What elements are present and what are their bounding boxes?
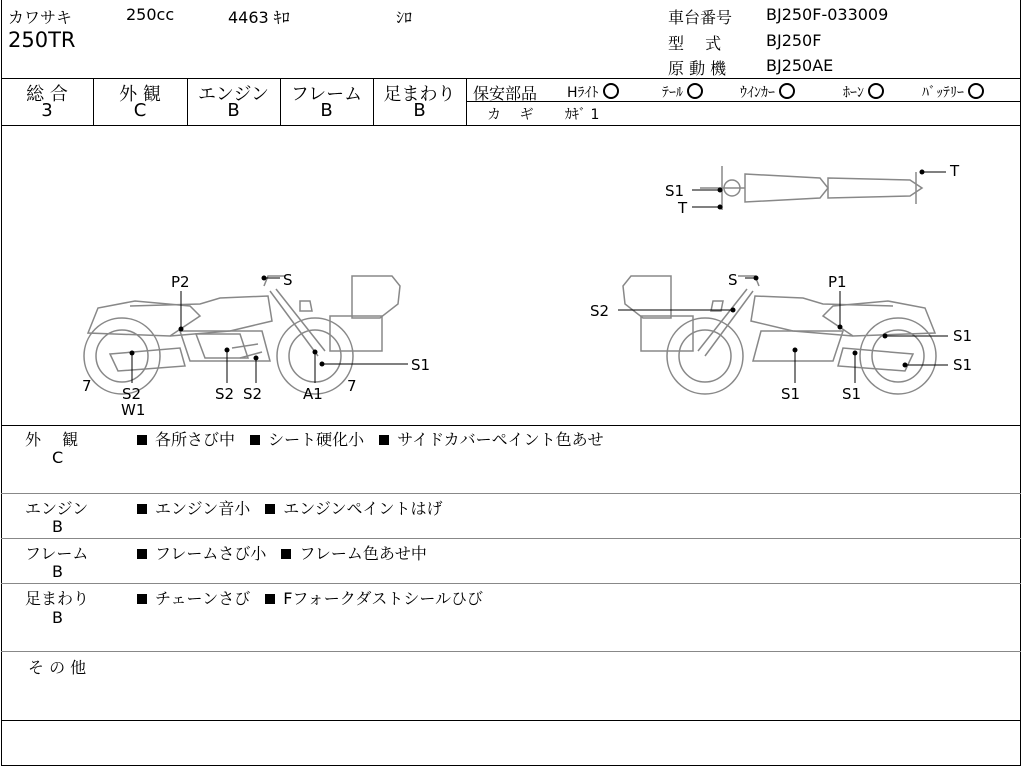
grade-label-engine: エンジン xyxy=(197,84,270,105)
key-value: ｶｷﾞ 1 xyxy=(565,107,600,123)
bullet-square-icon xyxy=(379,435,389,445)
key-label: カ ギ xyxy=(487,107,534,123)
safety-item-winker: ｳｲﾝｶｰ xyxy=(740,82,795,102)
remark-grade-frame: B xyxy=(52,562,63,581)
type-label: 型 式 xyxy=(668,34,722,53)
marker-label: T xyxy=(678,199,688,217)
displacement: 250cc xyxy=(126,5,175,24)
marker-label: S1 xyxy=(665,182,685,200)
engine-value: BJ250AE xyxy=(766,56,834,75)
ok-circle-icon xyxy=(868,83,884,99)
bullet-square-icon xyxy=(250,435,260,445)
marker-label: P1 xyxy=(828,273,847,291)
remark-divider xyxy=(1,538,1021,539)
bullet-square-icon xyxy=(281,549,291,559)
safety-item-headlight: Hﾗｲﾄ xyxy=(567,82,619,102)
remark-category-engine: エンジン xyxy=(25,499,89,518)
bullet-square-icon xyxy=(137,594,147,604)
bullet-square-icon xyxy=(137,549,147,559)
grade-label-frame: フレーム xyxy=(290,84,363,105)
grade-label-overall: 総 合 xyxy=(26,84,68,105)
marker-label: 7 xyxy=(82,377,92,395)
color: ｼﾛ xyxy=(396,8,413,27)
marker-label: S1 xyxy=(953,356,973,374)
safety-item-tail: ﾃｰﾙ xyxy=(662,82,703,102)
remark-items-suspension: チェーンさび Fフォークダストシールひび xyxy=(137,586,483,609)
remark-grade-suspension: B xyxy=(52,608,63,627)
grade-label-suspension: 足まわり xyxy=(383,84,456,105)
diagram-bottom xyxy=(1,425,1021,426)
bullet-square-icon xyxy=(265,594,275,604)
safety-item-horn: ﾎｰﾝ xyxy=(843,82,884,102)
marker-label: S1 xyxy=(953,327,973,345)
motorcycle-diagram xyxy=(0,126,1024,425)
remark-divider xyxy=(1,651,1021,652)
bike-right-view xyxy=(623,276,936,394)
remark-category-frame: フレーム xyxy=(25,544,89,563)
marker-label: P2 xyxy=(171,273,190,291)
marker-label: S1 xyxy=(842,385,862,403)
ok-circle-icon xyxy=(603,83,619,99)
remark-category-exterior: 外 観 xyxy=(25,430,79,449)
marker-label: S2 xyxy=(590,302,610,320)
bullet-square-icon xyxy=(265,504,275,514)
type-value: BJ250F xyxy=(766,31,822,50)
other-bottom xyxy=(1,720,1021,721)
marker-label: S2 xyxy=(243,385,263,403)
marker-label: A1 xyxy=(303,385,323,403)
marker-label: 7 xyxy=(347,377,357,395)
bullet-square-icon xyxy=(137,504,147,514)
grade-label-exterior: 外 観 xyxy=(119,84,161,105)
safety-item-battery: ﾊﾞｯﾃﾘｰ xyxy=(922,82,984,102)
marker-label: T xyxy=(950,162,960,180)
grade-value-suspension: B xyxy=(413,100,426,121)
remark-category-suspension: 足まわり xyxy=(25,589,90,608)
grade-value-overall: 3 xyxy=(41,100,53,121)
ok-circle-icon xyxy=(968,83,984,99)
remark-items-frame: フレームさび小 フレーム色あせ中 xyxy=(137,541,427,564)
grade-value-engine: B xyxy=(227,100,240,121)
remark-grade-exterior: C xyxy=(52,448,64,467)
bike-top-view xyxy=(700,166,922,210)
maker: カワサキ xyxy=(8,8,73,27)
remark-items-exterior: 各所さび中 シート硬化小 サイドカバーペイント色あせ xyxy=(137,427,604,450)
marker-label: S2 xyxy=(215,385,235,403)
marker-leader-lines xyxy=(132,172,948,383)
remark-grade-engine: B xyxy=(52,517,63,536)
other-label: そ の 他 xyxy=(28,658,87,677)
model-name: 250TR xyxy=(8,28,76,52)
marker-label: S1 xyxy=(781,385,801,403)
engine-label: 原 動 機 xyxy=(668,59,727,78)
chassis-label: 車台番号 xyxy=(668,8,733,27)
grade-value-frame: B xyxy=(320,100,333,121)
safety-title: 保安部品 xyxy=(473,84,538,103)
marker-label: S xyxy=(283,271,293,289)
grade-value-exterior: C xyxy=(133,100,147,121)
ok-circle-icon xyxy=(779,83,795,99)
mileage: 4463 ｷﾛ xyxy=(228,8,290,27)
chassis-value: BJ250F-033009 xyxy=(766,5,889,24)
marker-label: S1 xyxy=(411,356,431,374)
marker-label: W1 xyxy=(121,401,146,419)
ok-circle-icon xyxy=(687,83,703,99)
grade-table-top xyxy=(1,78,1021,79)
bullet-square-icon xyxy=(137,435,147,445)
marker-label: S2 xyxy=(122,385,142,403)
remark-divider xyxy=(1,493,1021,494)
marker-label: S xyxy=(728,271,738,289)
remark-divider xyxy=(1,583,1021,584)
remark-items-engine: エンジン音小 エンジンペイントはげ xyxy=(137,496,443,519)
